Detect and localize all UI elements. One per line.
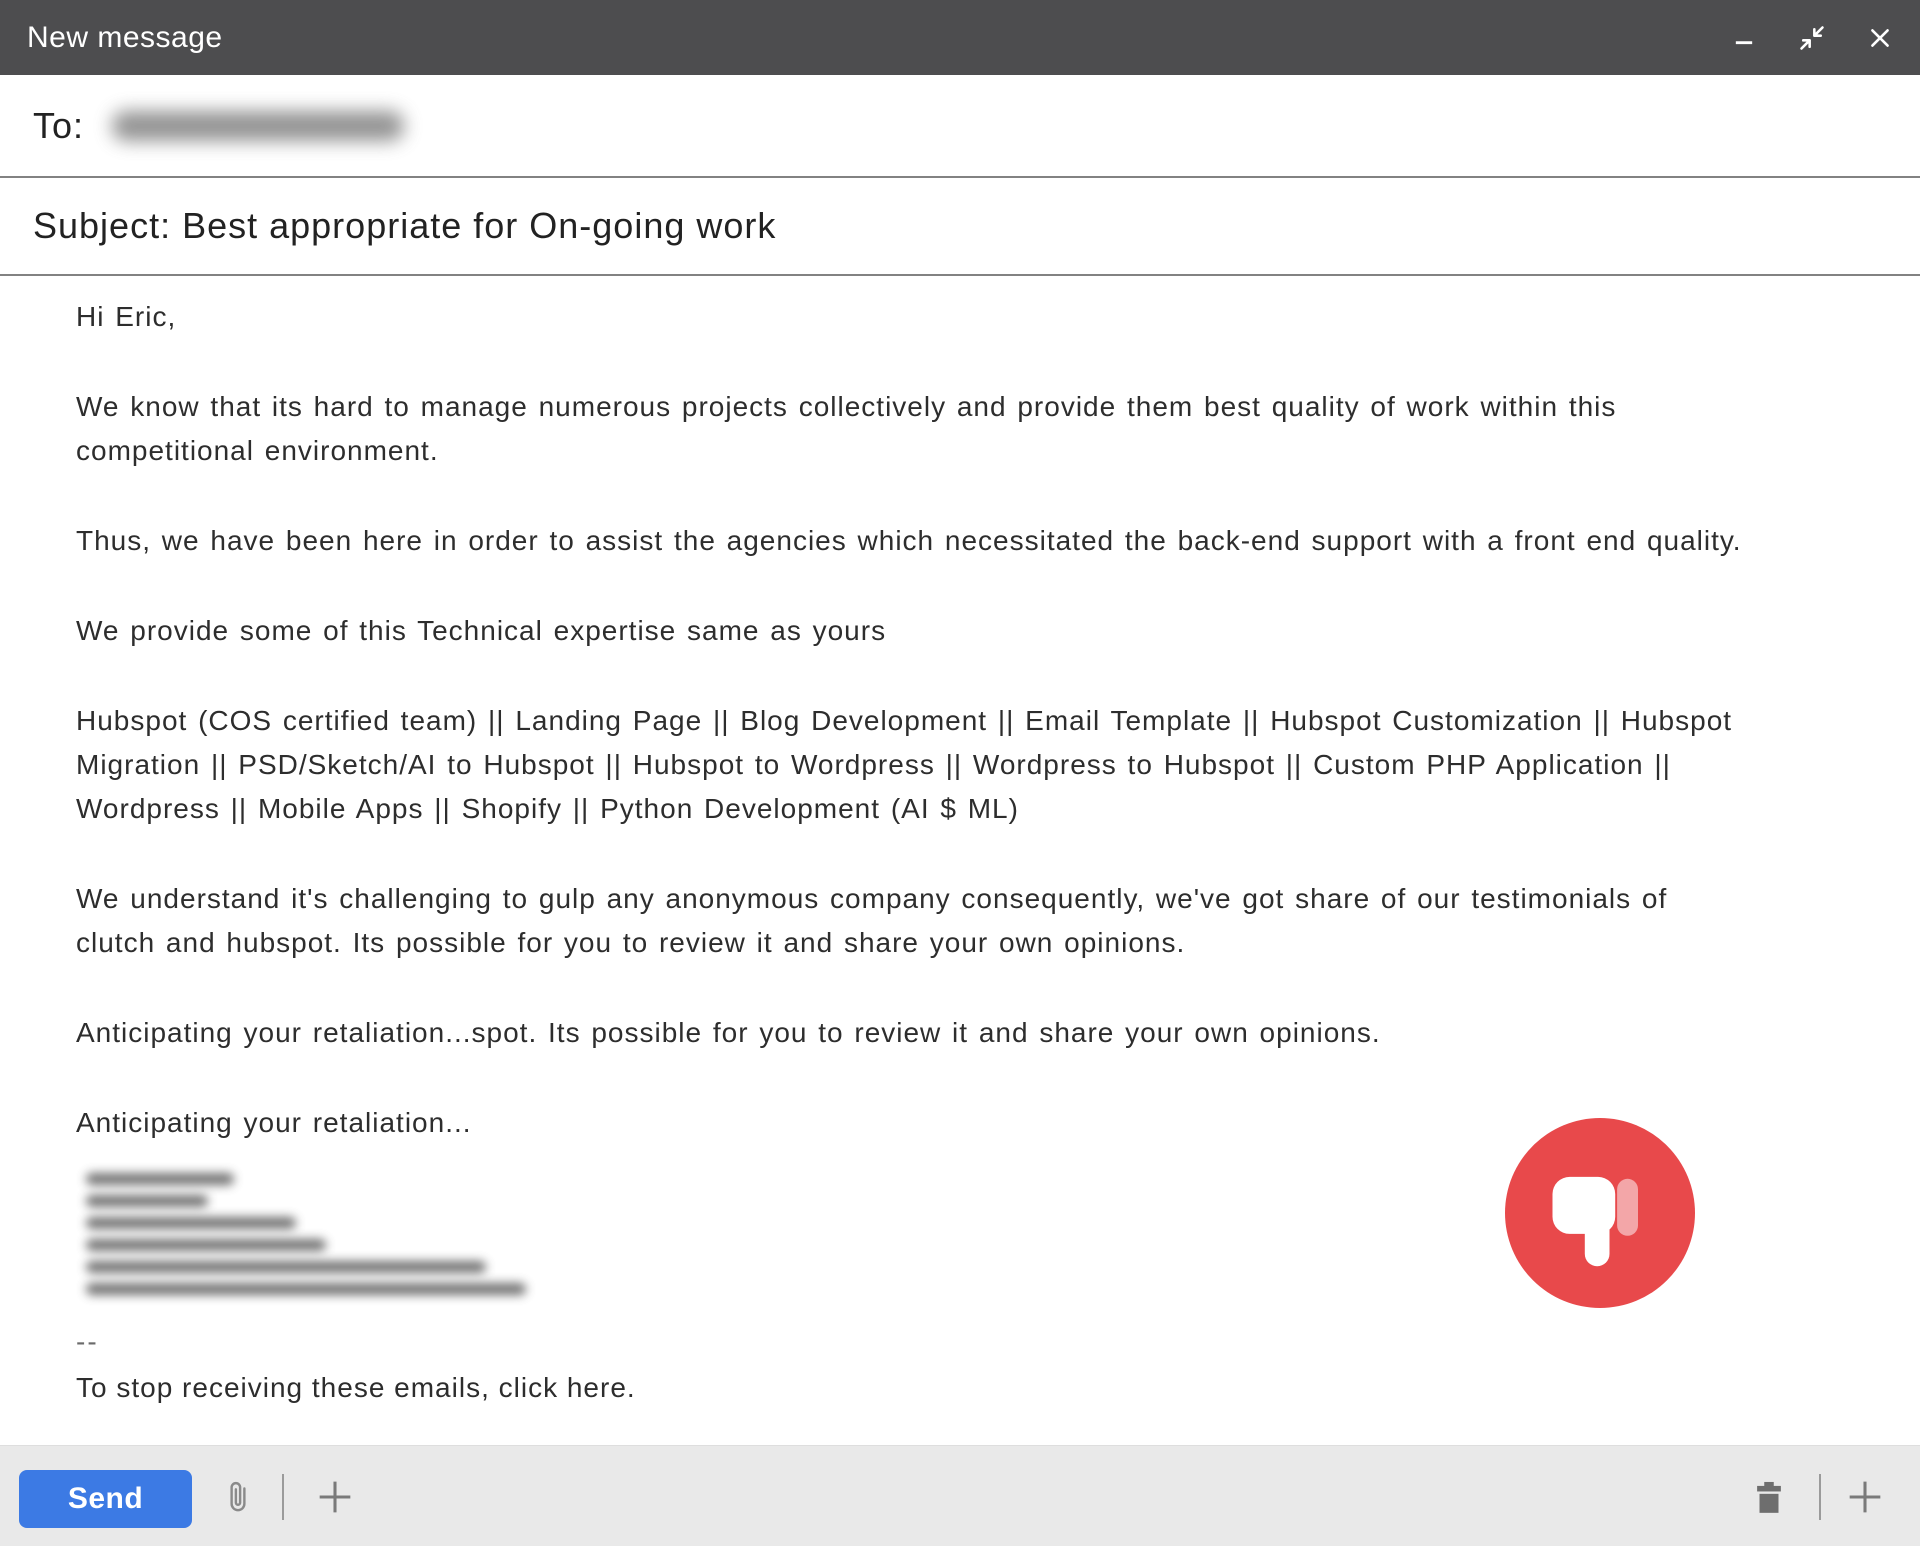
- add-button[interactable]: [1842, 1474, 1888, 1520]
- close-button[interactable]: [1858, 16, 1902, 60]
- body-line: We provide some of this Technical expertise same as yours: [76, 615, 887, 646]
- redacted-recipient-email: [112, 111, 404, 141]
- subject-text: Subject: Best appropriate for On-going work: [33, 205, 777, 246]
- body-line: Thus, we have been here in order to assist the agencies which necessitated the back-end support with a front end quality.: [76, 525, 1742, 556]
- body-line: Hubspot (COS certified team) || Landing Page || Blog Development || Email Template || Hubspot Customization || Hubspot: [76, 705, 1733, 736]
- body-line: Wordpress || Mobile Apps || Shopify || Python Development (AI $ ML): [76, 793, 1019, 824]
- body-line: We know that its hard to manage numerous projects collectively and provide them best quality of work within this: [76, 391, 1617, 422]
- minimize-icon: [1730, 24, 1758, 52]
- toolbar-separator: [1819, 1474, 1821, 1520]
- plus-icon: [1842, 1474, 1888, 1520]
- window-title: New message: [27, 20, 223, 54]
- paragraph: [76, 519, 1920, 563]
- recipient-row[interactable]: [0, 75, 1920, 177]
- unsubscribe-link[interactable]: click here.: [498, 1372, 636, 1403]
- trash-icon: [1750, 1475, 1788, 1519]
- close-icon: [1867, 25, 1893, 51]
- collapse-arrows-icon: [1798, 24, 1826, 52]
- minimize-button[interactable]: [1722, 16, 1766, 60]
- body-line: We understand it's challenging to gulp any anonymous company consequently, we've got share of our testimonials of: [76, 883, 1668, 914]
- body-line: Anticipating your retaliation...: [76, 1107, 472, 1138]
- attach-button[interactable]: [216, 1472, 260, 1522]
- divider: [0, 274, 1920, 276]
- body-line: Anticipating your retaliation...spot. Its possible for you to review it and share your own opinions.: [76, 1017, 1381, 1048]
- window-controls: [1722, 0, 1902, 75]
- redacted-signature-line: [86, 1261, 486, 1273]
- compose-toolbar: [0, 1445, 1920, 1546]
- signature-separator: --: [76, 1326, 99, 1357]
- discard-button[interactable]: [1747, 1472, 1791, 1522]
- redacted-signature-line: [86, 1195, 208, 1207]
- restore-down-button[interactable]: [1790, 16, 1834, 60]
- redacted-signature-line: [86, 1173, 234, 1185]
- body-line: Hi Eric,: [76, 301, 177, 332]
- titlebar: [0, 0, 1920, 75]
- to-label: To:: [33, 105, 85, 146]
- paragraph: [76, 385, 1920, 473]
- body-line: competitional environment.: [76, 435, 439, 466]
- paperclip-icon: [221, 1473, 255, 1521]
- plus-icon: [312, 1474, 358, 1520]
- unsubscribe-prefix: To stop receiving these emails,: [76, 1372, 499, 1403]
- unsubscribe-text: [76, 1366, 1920, 1410]
- subject-row[interactable]: [0, 178, 1920, 274]
- redacted-signature-line: [86, 1239, 326, 1251]
- toolbar-separator: [282, 1474, 284, 1520]
- insert-button[interactable]: [312, 1474, 358, 1520]
- body-line: Migration || PSD/Sketch/AI to Hubspot || Hubspot to Wordpress || Wordpress to Hubspot || Custom PHP Application ||: [76, 749, 1671, 780]
- paragraph: [76, 609, 1920, 653]
- paragraph: [76, 877, 1920, 965]
- redacted-signature-line: [86, 1283, 526, 1295]
- body-line: clutch and hubspot. Its possible for you to review it and share your own opinions.: [76, 927, 1186, 958]
- paragraph: [76, 699, 1920, 831]
- redacted-signature-line: [86, 1217, 296, 1229]
- paragraph: [76, 1011, 1920, 1055]
- thumbs-down-icon: [1505, 1118, 1695, 1308]
- send-button[interactable]: Send: [19, 1470, 192, 1528]
- paragraph: [76, 295, 1920, 339]
